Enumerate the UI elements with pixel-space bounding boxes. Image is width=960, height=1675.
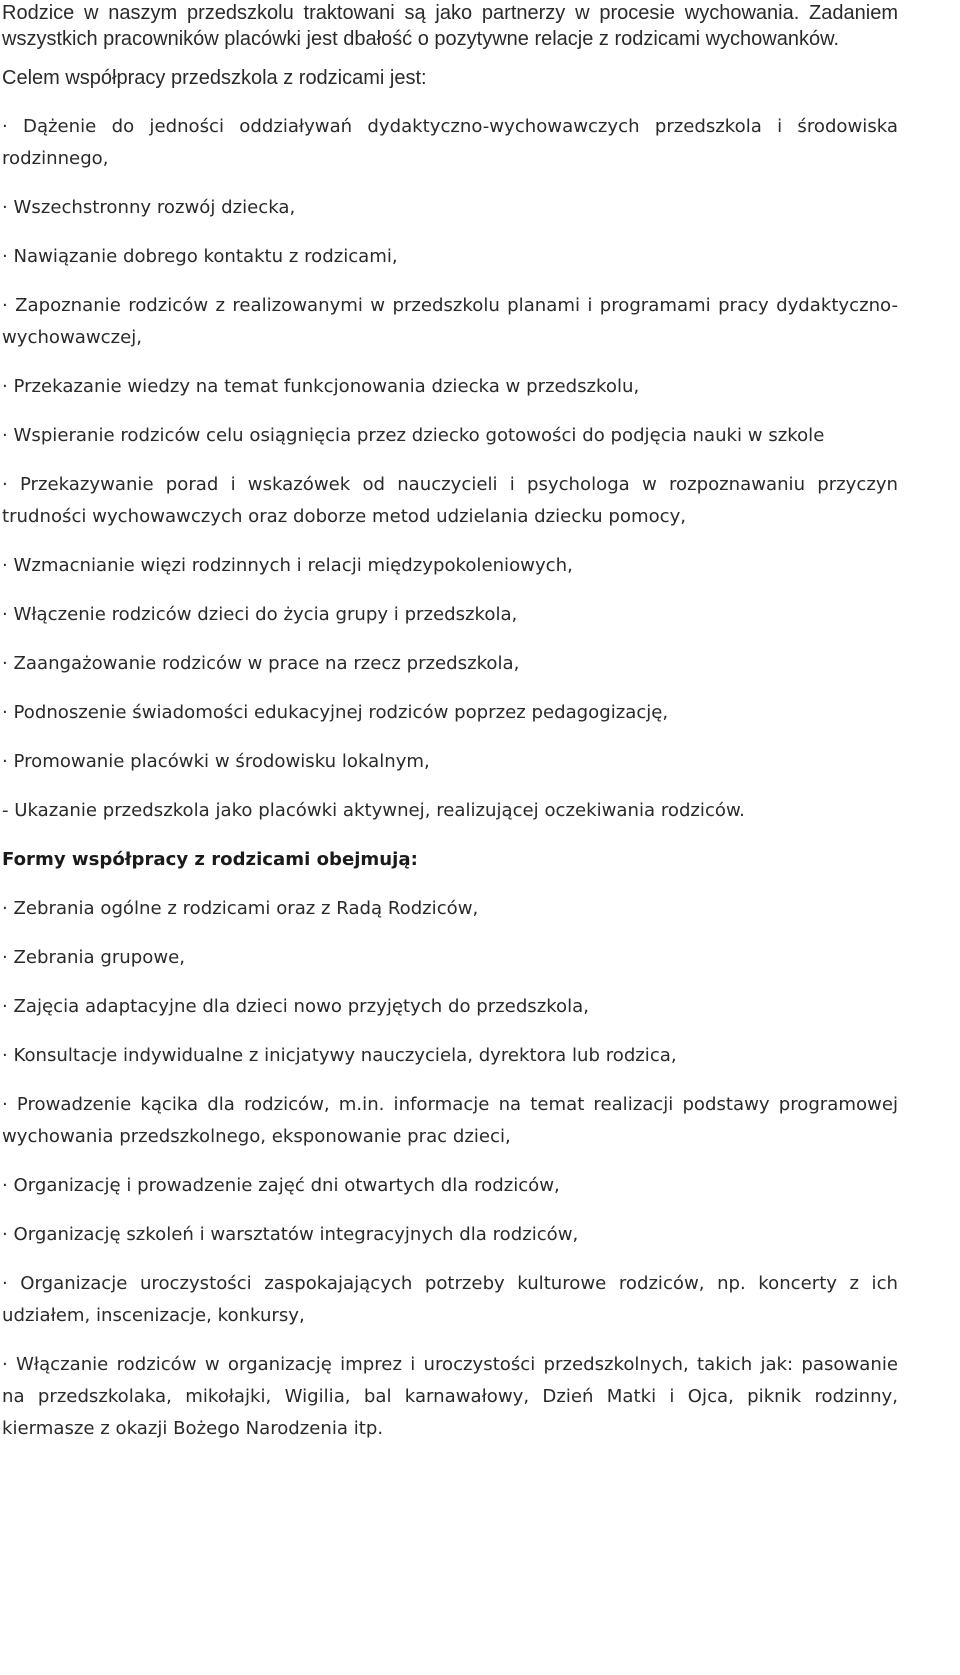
goal-item: · Zaangażowanie rodziców w prace na rzecz przedszkola,: [2, 653, 520, 674]
form-item: · Organizacje uroczystości zaspokajających potrzeby kulturowe rodziców, np. koncerty z ich udziałem, inscenizacje, konkursy,: [2, 1273, 898, 1326]
form-item: · Włączanie rodziców w organizację imprez i uroczystości przedszkolnych, takich jak: pasowanie na przedszkolaka, mikołajki, Wigilia, bal karnawałowy, Dzień Matki i Ojca, piknik rodzinny, kiermasze z okazji Bożego Narodzenia itp.: [2, 1354, 898, 1439]
document-page: [2, 0, 898, 1445]
form-item: · Zajęcia adaptacyjne dla dzieci nowo przyjętych do przedszkola,: [2, 996, 589, 1017]
goal-item: · Włączenie rodziców dzieci do życia grupy i przedszkola,: [2, 604, 518, 625]
form-item: · Zebrania grupowe,: [2, 947, 186, 968]
goals-lead: Celem współpracy przedszkola z rodzicami jest:: [2, 67, 427, 89]
goal-item: · Przekazanie wiedzy na temat funkcjonowania dziecka w przedszkolu,: [2, 376, 640, 397]
forms-heading: Formy współpracy z rodzicami obejmują:: [2, 849, 418, 870]
goal-item: · Nawiązanie dobrego kontaktu z rodzicami,: [2, 246, 398, 267]
form-item: · Organizację szkoleń i warsztatów integracyjnych dla rodziców,: [2, 1224, 579, 1245]
form-item: · Zebrania ogólne z rodzicami oraz z Radą Rodziców,: [2, 898, 479, 919]
goal-item: · Wszechstronny rozwój dziecka,: [2, 197, 296, 218]
intro-paragraph: Rodzice w naszym przedszkolu traktowani są jako partnerzy w procesie wychowania. Zadaniem wszystkich pracowników placówki jest dbałość o pozytywne relacje z rodzicami wychowanków.: [2, 2, 898, 50]
goal-item: · Dążenie do jedności oddziaływań dydaktyczno-wychowawczych przedszkola i środowiska rodzinnego,: [2, 116, 898, 169]
form-item: · Prowadzenie kącika dla rodziców, m.in. informacje na temat realizacji podstawy programowej wychowania przedszkolnego, eksponowanie prac dzieci,: [2, 1094, 898, 1147]
goal-item: · Promowanie placówki w środowisku lokalnym,: [2, 751, 430, 772]
form-item: · Organizację i prowadzenie zajęć dni otwartych dla rodziców,: [2, 1175, 560, 1196]
goal-item: · Wzmacnianie więzi rodzinnych i relacji międzypokoleniowych,: [2, 555, 573, 576]
goal-item: · Wspieranie rodziców celu osiągnięcia przez dziecko gotowości do podjęcia nauki w szkole: [2, 425, 825, 446]
goal-item: - Ukazanie przedszkola jako placówki aktywnej, realizującej oczekiwania rodziców.: [2, 800, 745, 821]
goal-item: · Podnoszenie świadomości edukacyjnej rodziców poprzez pedagogizację,: [2, 702, 669, 723]
goal-item: · Przekazywanie porad i wskazówek od nauczycieli i psychologa w rozpoznawaniu przyczyn trudności wychowawczych oraz doborze metod udzielania dziecku pomocy,: [2, 474, 898, 527]
form-item: · Konsultacje indywidualne z inicjatywy nauczyciela, dyrektora lub rodzica,: [2, 1045, 677, 1066]
goal-item: · Zapoznanie rodziców z realizowanymi w przedszkolu planami i programami pracy dydaktyczno-wychowawczej,: [2, 295, 898, 348]
